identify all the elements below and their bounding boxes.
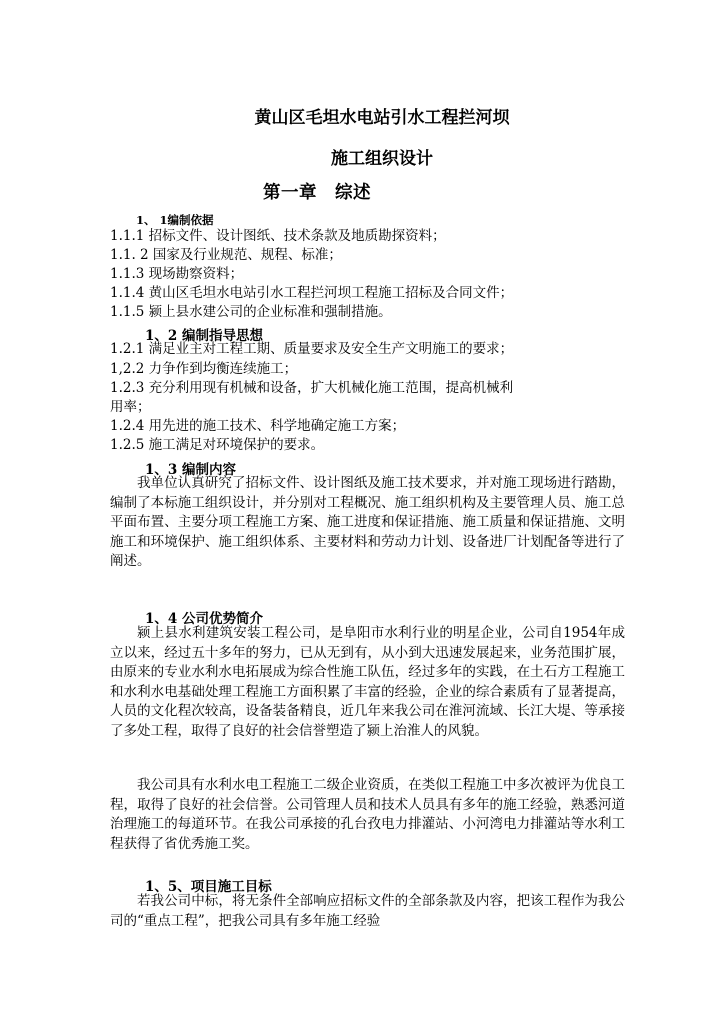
chapter-title: 第一章 综述 [263,183,371,203]
section-1-4-paragraph-2: 我公司具有水利水电工程施工二级企业资质，在类似工程施工中多次被评为优良工程，取得了良好的社会信誉。公司管理人员和技术人员具有多年的施工经验，熟悉河道治理施工的每道环节。在我公司承接的孔台孜电力排灌站、小河湾电力排灌站等水利工程获得了省优秀施工奖。 [110,777,625,852]
list-item: 1.1. 2 国家及行业规范、规程、标准； [110,247,342,263]
section-1-2-heading: 1、2 编制指导思想 [145,328,263,344]
list-item: 1.1.4 黄山区毛坦水电站引水工程拦河坝工程施工招标及合同文件； [110,285,514,301]
list-item: 1,2.2 力争作到均衡连续施工； [110,361,298,377]
list-item: 1.2.3 充分利用现有机械和设备，扩大机械化施工范围，提高机械利 [110,380,514,396]
list-item: 用率； [110,399,151,415]
section-1-5-paragraph: 若我公司中标，将无条件全部响应招标文件的全部条款及内容，把该工程作为我公司的“重点工程”，把我公司具有多年施工经验 [110,893,625,929]
section-1-3-paragraph: 我单位认真研究了招标文件、设计图纸及施工技术要求，并对施工现场进行踏勘，编制了本标施工组织设计，并分别对工程概况、施工组织机构及主要管理人员、施工总平面布置、主要分项工程施工方案、施工进度和保证措施、施工质量和保证措施、文明施工和环境保护、施工组织体系、主要材料和劳动力计划、设备进厂计划配备等进行了阐述。 [110,475,625,569]
section-1-4-heading: 1、4 公司优势简介 [145,611,263,627]
list-item: 1.2.4 用先进的施工技术、科学地确定施工方案； [110,418,406,434]
section-1-1-heading: 1、 1编制依据 [136,213,214,227]
section-1-5-heading: 1、5、项目施工目标 [145,879,272,895]
section-1-3-heading: 1、3 编制内容 [145,462,236,478]
section-1-4-paragraph-1: 颍上县水利建筑安装工程公司，是阜阳市水利行业的明星企业，公司自1954年成立以来，经过五十多年的努力，已从无到有，从小到大迅速发展起来，业务范围扩展，由原来的专业水利水电拓展成为综合性施工队伍，经过多年的实践，在土石方工程施工和水利水电基础处理工程施工方面积累了丰富的经验，企业的综合素质有了显著提高，人员的文化程次较高，设备装备精良，近几年来我公司在淮河流域、长江大堤、等承接了多处工程，取得了良好的社会信誉塑造了颍上治淮人的风貌。 [110,625,625,739]
list-item: 1.2.1 满足业主对工程工期、质量要求及安全生产文明施工的要求； [110,341,514,357]
list-item: 1.2.5 施工满足对环境保护的要求。 [110,437,325,453]
list-item: 1.1.1 招标文件、设计图纸、技术条款及地质勘探资料； [110,228,446,244]
list-item: 1.1.3 现场勘察资料； [110,266,244,282]
document-title-line2: 施工组织设计 [331,149,433,169]
document-title-line1: 黄山区毛坦水电站引水工程拦河坝 [254,108,510,128]
list-item: 1.1.5 颍上县水建公司的企业标准和强制措施。 [110,304,392,320]
